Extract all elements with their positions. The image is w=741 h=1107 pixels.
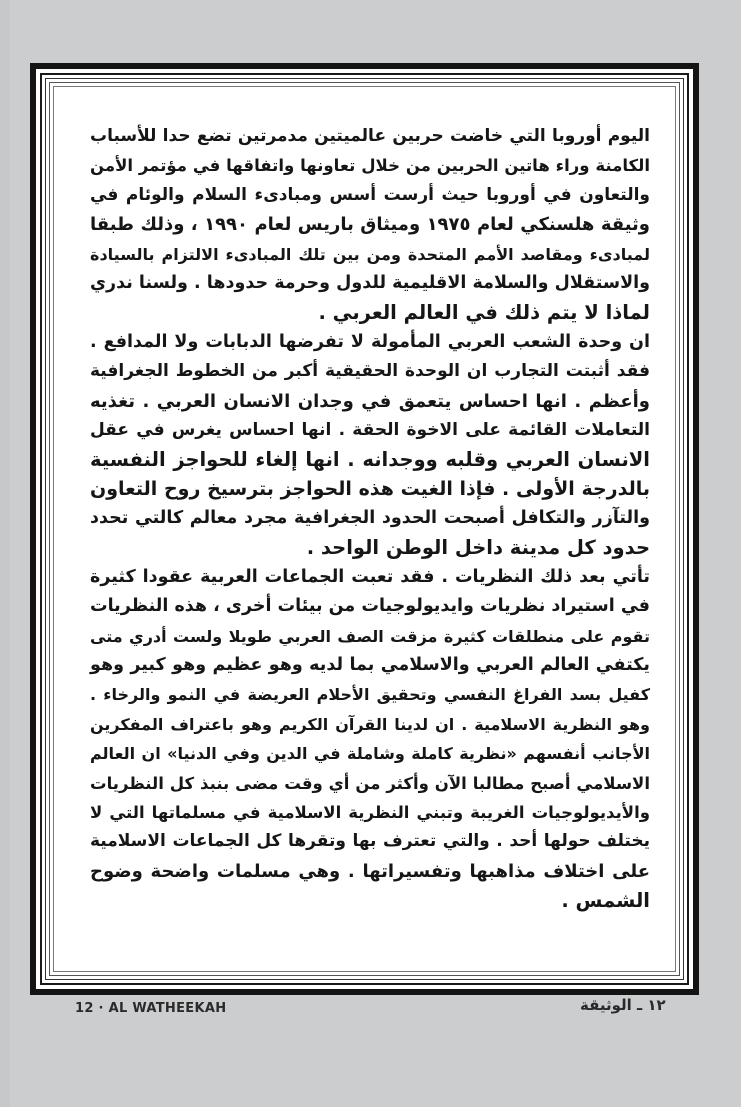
body-line: اليوم أوروبا التي خاضت حربين عالميتين مدمرتين تضع حدا للأسباب — [90, 126, 650, 146]
body-line: وأعظم . انها احساس يتعمق في وجدان الانسان العربي . تغذيه — [90, 390, 650, 412]
body-line: على اختلاف مذاهبها وتفسيراتها . وهي مسلمات واضحة وضوح — [90, 860, 650, 882]
body-line: كفيل بسد الفراغ النفسي وتحقيق الأحلام العريضة في النمو والرخاء . — [90, 685, 650, 705]
body-line: والتآزر والتكافل أصبحت الحدود الجغرافية مجرد معالم كالتي تحدد — [90, 508, 650, 529]
article-body — [90, 122, 650, 942]
body-line: الانسان العربي وقلبه ووجدانه . انها إلغاء للحواجز النفسية — [90, 448, 650, 472]
body-line: الأجانب أنفسهم «نظرية كاملة وشاملة في الدين وفي الدنيا» ان العالم — [90, 744, 650, 764]
footer-page-number-arabic: ١٢ ـ الوثيقة — [580, 996, 666, 1014]
body-line: وهو النظرية الاسلامية . ان لدينا القرآن الكريم وهو باعتراف المفكرين — [90, 714, 650, 734]
body-line: لمبادىء ومقاصد الأمم المتحدة ومن بين تلك المبادىء الالتزام بالسيادة — [90, 244, 650, 264]
body-line: وثيقة هلسنكي لعام ١٩٧٥ وميثاق باريس لعام ١٩٩٠ ، وذلك طبقا — [90, 214, 650, 236]
body-line: تقوم على منطلقات كثيرة مزقت الصف العربي طويلا ولست أدري متى — [90, 626, 650, 646]
body-line: الكامنة وراء هاتين الحربين من خلال تعاونها واتفاقها في مؤتمر الأمن — [90, 156, 650, 176]
body-line: والتعاون في أوروبا حيث أرست أسس ومبادىء السلام والوئام في — [90, 184, 650, 205]
body-line: يكتفي العالم العربي والاسلامي بما لديه وهو عظيم وهو كبير وهو — [90, 655, 650, 676]
body-line: فقد أثبتت التجارب ان الوحدة الحقيقية أكبر من الخطوط الجغرافية — [90, 361, 650, 382]
body-line: التعاملات القائمة على الاخوة الحقة . انها احساس يغرس في عقل — [90, 419, 650, 440]
footer-page-number-latin: 12 · AL WATHEEKAH — [75, 1001, 227, 1016]
body-line: الاسلامي أصبح مطالبا الآن وأكثر من أي وقت مضى بنبذ كل النظريات — [90, 773, 650, 793]
body-line: بالدرجة الأولى . فإذا الغيت هذه الحواجز بترسيخ روح التعاون — [90, 477, 650, 500]
body-line: يختلف حولها أحد . والتي تعترف بها وتقرها كل الجماعات الاسلامية — [90, 831, 650, 852]
body-line: الشمس . — [561, 889, 650, 913]
body-line: في استيراد نظريات وايديولوجيات من بيئات أخرى ، هذه النظريات — [90, 596, 650, 617]
body-line: حدود كل مدينة داخل الوطن الواحد . — [306, 536, 650, 560]
body-line: تأتي بعد ذلك النظريات . فقد تعبت الجماعات العربية عقودا كثيرة — [90, 566, 650, 587]
body-line: والاستقلال والسلامة الاقليمية للدول وحرمة حدودها . ولسنا ندري — [90, 272, 650, 293]
body-line: لماذا لا يتم ذلك في العالم العربي . — [318, 301, 650, 325]
body-line: والأيديولوجيات الغريبة وتبني النظرية الاسلامية في مسلماتها التي لا — [90, 802, 650, 822]
body-line: ان وحدة الشعب العربي المأمولة لا تفرضها الدبابات ولا المدافع . — [90, 331, 650, 352]
